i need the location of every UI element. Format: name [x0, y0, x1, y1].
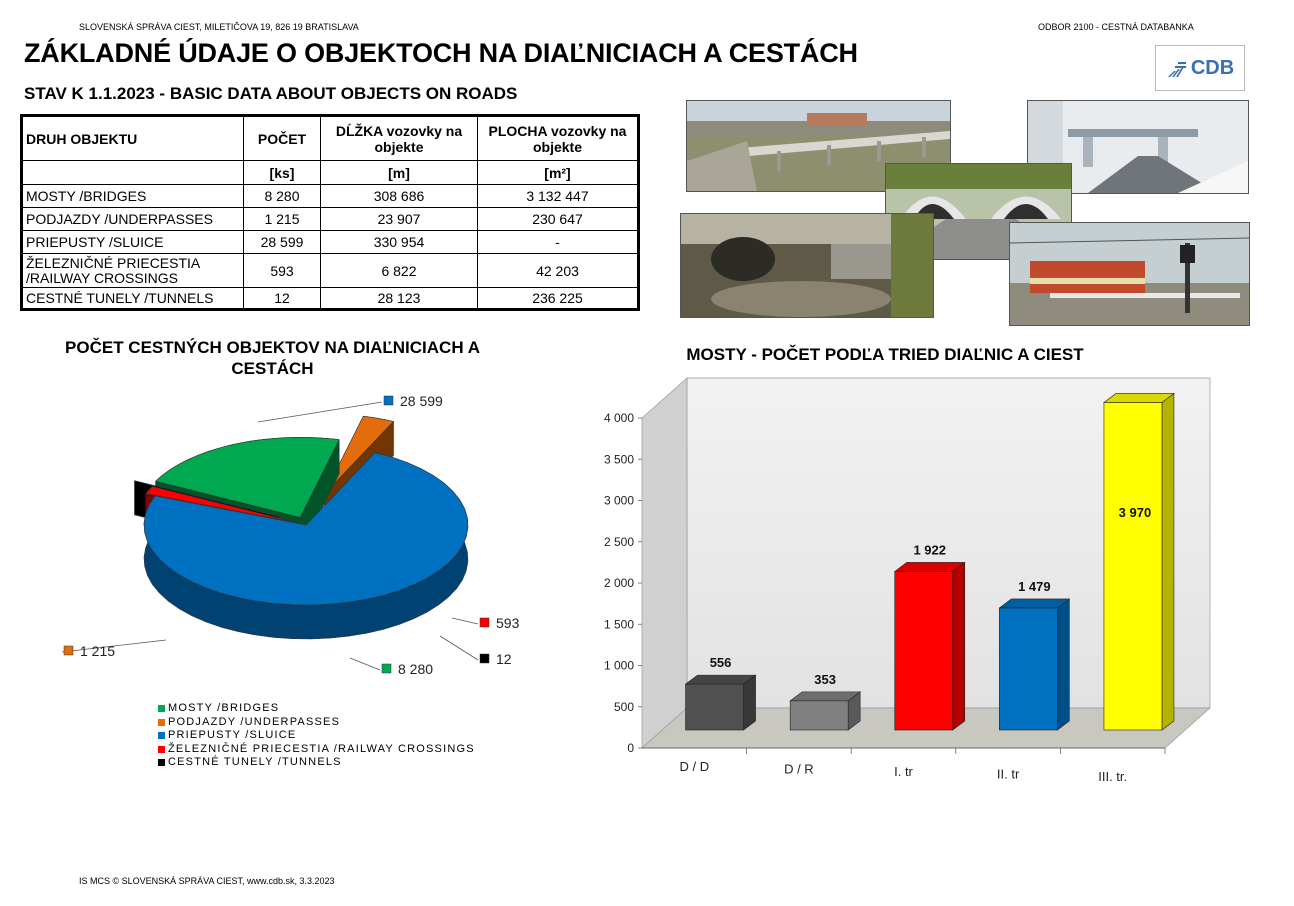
pie-legend: [158, 702, 475, 770]
x-tick-label: III. tr.: [1098, 769, 1128, 784]
table-unit: [ks]: [244, 161, 321, 185]
table-cell: 3 132 447: [478, 185, 639, 208]
y-tick-label: 2 000: [603, 576, 634, 590]
bar: [999, 599, 1069, 730]
x-tick-label: I. tr: [894, 764, 913, 779]
legend-swatch: [158, 746, 165, 753]
pie-label-swatch: [480, 654, 489, 663]
table-unit: [m]: [321, 161, 478, 185]
pie-leader-line: [440, 636, 478, 660]
y-tick-label: 500: [613, 699, 634, 714]
y-tick-label: 3 000: [603, 493, 634, 508]
legend-label: CESTNÉ TUNELY /TUNNELS: [168, 756, 342, 768]
railway-crossing-photo: [1009, 222, 1250, 326]
pie-value-label: 8 280: [398, 661, 434, 677]
legend-item: [158, 702, 475, 716]
pie-leader-line: [350, 658, 380, 670]
legend-label: MOSTY /BRIDGES: [168, 702, 280, 714]
table-cell: PODJAZDY /UNDERPASSES: [22, 208, 244, 231]
table-cell: ŽELEZNIČNÉ PRIECESTIA /RAILWAY CROSSINGS: [22, 254, 244, 288]
page-title: ZÁKLADNÉ ÚDAJE O OBJEKTOCH NA DIAĽNICIACH A CESTÁCH: [24, 38, 858, 68]
pie-label-swatch: [384, 396, 393, 405]
table-row: [22, 288, 639, 310]
table-cell: 8 280: [244, 185, 321, 208]
pie-value-label: 1 215: [80, 643, 116, 659]
table-cell: 236 225: [478, 288, 639, 310]
y-tick-label: 2 500: [603, 534, 634, 549]
table-cell: CESTNÉ TUNELY /TUNNELS: [22, 288, 244, 310]
table-cell: 42 203: [478, 254, 639, 288]
table-cell: MOSTY /BRIDGES: [22, 185, 244, 208]
table-cell: 593: [244, 254, 321, 288]
bar: [1104, 393, 1174, 730]
cdb-logo-text: CDB: [1190, 56, 1235, 79]
pie-value-label: 12: [496, 651, 512, 667]
table-cell: 230 647: [478, 208, 639, 231]
culvert-photo: [680, 213, 934, 318]
y-tick-label: 4 000: [603, 411, 634, 425]
legend-swatch: [158, 719, 165, 726]
cdb-logo-icon: [1166, 57, 1188, 79]
legend-swatch: [158, 759, 165, 766]
legend-item: [158, 756, 475, 770]
cdb-logo: [1155, 45, 1245, 91]
x-tick-label: D / R: [784, 761, 814, 777]
pie-value-label: 28 599: [400, 393, 443, 409]
table-header: DĹŽKA vozovky na objekte: [321, 116, 478, 161]
bar-value-label: 1 922: [913, 542, 947, 558]
y-tick-label: 1 500: [603, 617, 634, 632]
y-tick-label: 1 000: [603, 658, 634, 673]
pie-value-label: 593: [496, 615, 520, 631]
table-cell: 308 686: [321, 185, 478, 208]
table-unit: [m²]: [478, 161, 639, 185]
bar-title-text: MOSTY - POČET PODĽA TRIED DIAĽNIC A CIEST: [686, 345, 1084, 364]
department-header: ODBOR 2100 - CESTNÁ DATABANKA: [1038, 22, 1194, 32]
y-tick-label: 3 500: [603, 452, 634, 467]
x-tick-label: D / D: [679, 759, 710, 774]
table-cell: 12: [244, 288, 321, 310]
bar: [895, 562, 965, 730]
pie-chart-title: [40, 337, 505, 379]
bar-chart-title: [640, 345, 1130, 365]
pie-label-swatch: [64, 646, 73, 655]
legend-item: [158, 729, 475, 743]
objects-table: [20, 114, 640, 311]
table-cell: -: [478, 231, 639, 254]
table-header: DRUH OBJEKTU: [22, 116, 244, 161]
table-cell: 28 123: [321, 288, 478, 310]
pie-label-swatch: [480, 618, 489, 627]
legend-label: PODJAZDY /UNDERPASSES: [168, 715, 341, 728]
bar-value-label: 556: [709, 655, 732, 671]
table-cell: 28 599: [244, 231, 321, 254]
table-header: POČET: [244, 116, 321, 161]
legend-item: [158, 743, 475, 757]
bar: [686, 675, 756, 730]
page-subtitle: STAV K 1.1.2023 - BASIC DATA ABOUT OBJECTS ON ROADS: [24, 84, 518, 103]
table-cell: 1 215: [244, 208, 321, 231]
table-row: [22, 231, 639, 254]
legend-swatch: [158, 705, 165, 712]
legend-swatch: [158, 732, 165, 739]
x-tick-label: II. tr: [996, 766, 1020, 782]
bar-value-label: 353: [814, 671, 837, 687]
table-cell: PRIEPUSTY /SLUICE: [22, 231, 244, 254]
bar-value-label: 3 970: [1118, 505, 1152, 521]
table-cell: 23 907: [321, 208, 478, 231]
pie-chart: [40, 390, 540, 700]
table-row: [22, 208, 639, 231]
pie-title-text: POČET CESTNÝCH OBJEKTOV NA DIAĽNICIACH A CESTÁCH: [65, 338, 480, 378]
pie-label-swatch: [382, 664, 391, 673]
footer: IS MCS © SLOVENSKÁ SPRÁVA CIEST, www.cdb.sk, 3.3.2023: [79, 876, 335, 886]
bar-value-label: 1 479: [1018, 578, 1051, 594]
table-cell: 6 822: [321, 254, 478, 288]
table-row: [22, 254, 639, 288]
table-cell: 330 954: [321, 231, 478, 254]
bar: [790, 692, 860, 730]
legend-label: PRIEPUSTY /SLUICE: [168, 729, 297, 741]
legend-item: [158, 716, 475, 730]
table-unit: [22, 161, 244, 185]
table-row: [22, 185, 639, 208]
organization-header: SLOVENSKÁ SPRÁVA CIEST, MILETIČOVA 19, 826 19 BRATISLAVA: [79, 22, 359, 32]
table-header: PLOCHA vozovky na objekte: [478, 116, 639, 161]
legend-label: ŽELEZNIČNÉ PRIECESTIA /RAILWAY CROSSINGS: [168, 742, 475, 755]
bar-chart: [590, 370, 1230, 810]
chart-side-wall: [642, 378, 687, 748]
y-tick-label: 0: [627, 741, 634, 755]
pie-leader-line: [452, 618, 478, 624]
